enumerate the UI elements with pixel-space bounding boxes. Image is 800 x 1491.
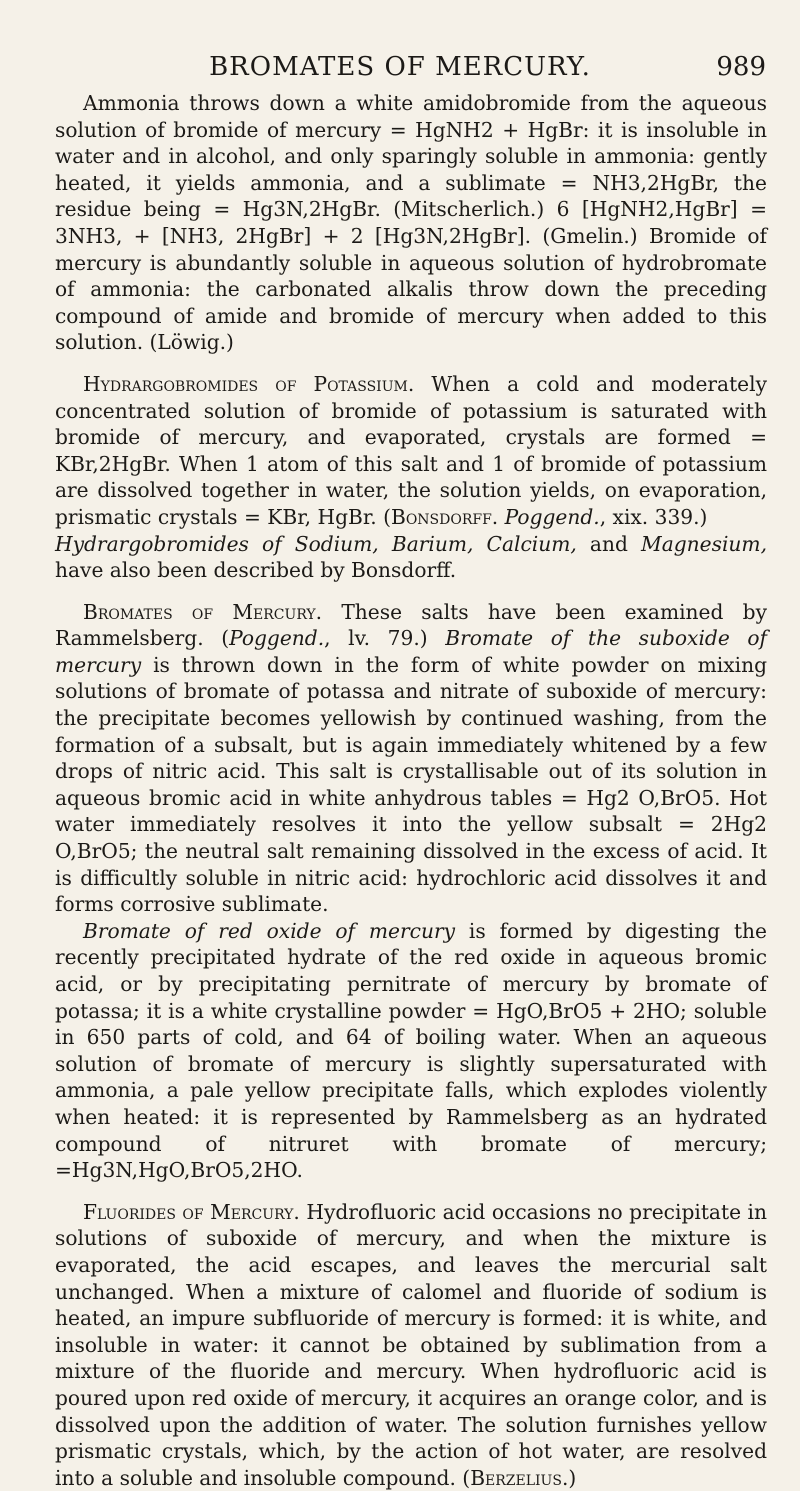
paragraph-bromates xyxy=(55,599,767,918)
body-text xyxy=(55,90,767,1491)
paragraph-text: have also been described by Bonsdorff. xyxy=(55,558,457,583)
paragraph-text: When a cold and moderately concentrated solution of bromide of potassium is saturated with bromide of mercury, and evaporated, crystals are formed = KBr,2HgBr. When 1 atom of this salt and 1 of bromide of potassium are dissolved together in water, the solution yields, on evaporation, prismatic crystals = KBr, HgBr. ( xyxy=(55,371,767,529)
paragraph-text: These salts have been examined by Rammelsberg. ( xyxy=(55,599,768,651)
section-heading: Fluorides of Mercury. xyxy=(83,1199,300,1224)
italic-magnesium: Magnesium, xyxy=(641,531,767,556)
running-head xyxy=(0,40,800,80)
reference-author: Bonsdorff. xyxy=(390,504,499,529)
reference-author: Berzelius. xyxy=(470,1465,569,1490)
paragraph-text: is formed by digesting the recently precipitated hydrate of the red oxide in aqueous bromic acid, or by precipitating pernitrate of mercury by bromate of potassa; it is a white crystalline powder = HgO,BrO5 + 2HO; soluble in 650 parts of cold, and 64 of boiling water. When an aqueous solution of bromate of mercury is slightly supersaturated with ammonia, a pale yellow precipitate falls, which explodes violently when heated: it is represented by Rammelsberg as an hydrated compound of nitruret with bromate of mercury; =Hg3N,HgO,BrO5,2HO. xyxy=(55,918,768,1183)
paragraph-text: is thrown down in the form of white powder on mixing solutions of bromate of potassa and nitrate of suboxide of mercury: the precipitate becomes yellowish by continued washing, from the formation of a subsalt, but is again immediately whitened by a few drops of nitric acid. This salt is crystallisable out of its solution in aqueous bromic acid in white anhydrous tables = Hg2 O,BrO5. Hot water immediately resolves it into the yellow subsalt = 2Hg2 O,BrO5; the neutral salt remaining dissolved in the excess of acid. It is difficultly soluble in nitric acid: hydrochloric acid dissolves it and forms corrosive sublimate. xyxy=(55,652,767,917)
running-title: BROMATES OF MERCURY. xyxy=(209,52,591,82)
reference-journal: Poggend. xyxy=(229,626,325,651)
paragraph-fluorides xyxy=(55,1199,767,1491)
italic-compounds: Hydrargobromides of Sodium, Barium, Calcium, xyxy=(55,531,577,556)
section-heading: Bromates of Mercury. xyxy=(83,599,323,624)
paragraph-text: Hydrofluoric acid occasions no precipitate in solutions of suboxide of mercury, and when the mixture is evaporated, the acid escapes, and leaves the mercurial salt unchanged. When a mixture of calomel and fluoride of sodium is heated, an impure subfluoride of mercury is formed: it is white, and insoluble in water: it cannot be obtained by sublimation from a mixture of the fluoride and mercury. When hydrofluoric acid is poured upon red oxide of mercury, it acquires an orange color, and is dissolved upon the addition of water. The solution furnishes yellow prismatic crystals, which, by the action of hot water, are resolved into a soluble and insoluble compound. ( xyxy=(55,1199,767,1490)
paragraph-text: and xyxy=(576,531,642,556)
paragraph-text: Ammonia throws down a white amidobromide from the aqueous solution of bromide of mercury = HgNH2 + HgBr: it is insoluble in water and in alcohol, and only sparingly soluble in ammonia: gently heated, it yields ammonia, and a sublimate = NH3,2HgBr, the residue being = Hg3N,2HgBr. (Mitscherlich.) 6 [HgNH2,HgBr] = 3NH3, + [NH3, 2HgBr] + 2 [Hg3N,2HgBr]. (Gmelin.) Bromide of mercury is abundantly soluble in aqueous solution of hydrobromate of ammonia: the carbonated alkalis throw down the preceding compound of amide and bromide of mercury when added to this solution. (Löwig.) xyxy=(55,91,767,355)
paragraph-amidobromide xyxy=(55,90,767,356)
reference-journal: Poggend. xyxy=(498,504,600,529)
page-number: 989 xyxy=(716,52,766,82)
reference-volume: , lv. 79.) xyxy=(324,626,446,651)
sub-heading: Bromate of red oxide of mercury xyxy=(83,918,456,943)
sub-heading: Bromate of the suboxide of mercury xyxy=(55,626,767,677)
section-heading: Hydrargobromides of Potassium. xyxy=(83,371,415,396)
paragraph-bromate-red-oxide xyxy=(55,918,767,1184)
paragraph-text: ) xyxy=(568,1465,577,1490)
reference-volume: , xix. 339.) xyxy=(599,504,708,529)
paragraph-hydrargobromides xyxy=(55,371,767,584)
